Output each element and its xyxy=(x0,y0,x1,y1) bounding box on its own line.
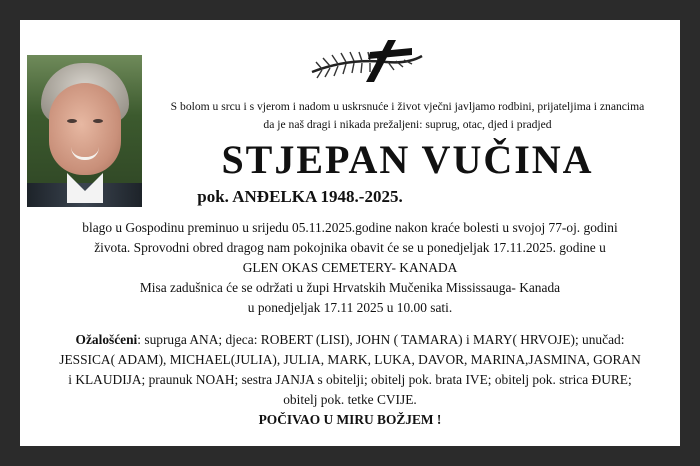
mourners-line: obitelj pok. tetke CVIJE. xyxy=(283,392,417,407)
announcement-line: blago u Gospodinu preminuo u srijedu 05.11.2025.godine nakon kraće bolesti u svojoj 77-oj. godini xyxy=(82,220,618,235)
portrait-eye xyxy=(93,119,103,123)
intro-line: da je naš dragi i nikada prežaljeni: suprug, otac, djed i pradjed xyxy=(263,118,552,131)
deceased-name: STJEPAN VUČINA xyxy=(221,137,594,182)
mourners-line: JESSICA( ADAM), MICHAEL(JULIA), JULIA, MARK, LUKA, DAVOR, MARINA,JASMINA, GORAN xyxy=(59,352,641,367)
mourners-text: : supruga ANA; djeca: ROBERT (LISI), JOHN ( TAMARA) i MARY( HRVOJE); unučad: xyxy=(137,332,625,347)
mourners-label: Ožalošćeni xyxy=(75,332,138,347)
closing-blessing: POČIVAO U MIRU BOŽJEM ! xyxy=(258,412,442,427)
cross-with-palm-branch-icon xyxy=(308,32,426,90)
spouse-note: pok. ANĐELKA 1948.-2025. xyxy=(197,187,403,206)
portrait-face xyxy=(49,83,121,175)
intro-line: S bolom u srcu i s vjerom i nadom u uskrsnuće i život vječni javljamo rodbini, prijateljima i znancima xyxy=(170,100,645,113)
portrait-photo xyxy=(27,55,142,207)
mourners-line xyxy=(32,330,668,350)
announcement-body xyxy=(32,218,668,410)
portrait-eye xyxy=(67,119,77,123)
intro-text xyxy=(150,98,665,134)
mourners-line: i KLAUDIJA; praunuk NOAH; sestra JANJA s obitelji; obitelj pok. brata IVE; obitelj pok. strica ĐURE; xyxy=(68,372,632,387)
announcement-line: GLEN OKAS CEMETERY- KANADA xyxy=(242,260,458,275)
announcement-line: Misa zadušnica će se održati u župi Hrvatskih Mučenika Mississauga- Kanada xyxy=(139,280,561,295)
obituary-card xyxy=(20,20,680,446)
announcement-line: u ponedjeljak 17.11 2025 u 10.00 sati. xyxy=(247,300,453,315)
announcement-line: života. Sprovodni obred dragog nam pokojnika obavit će se u ponedjeljak 17.11.2025. godine u xyxy=(94,240,606,255)
